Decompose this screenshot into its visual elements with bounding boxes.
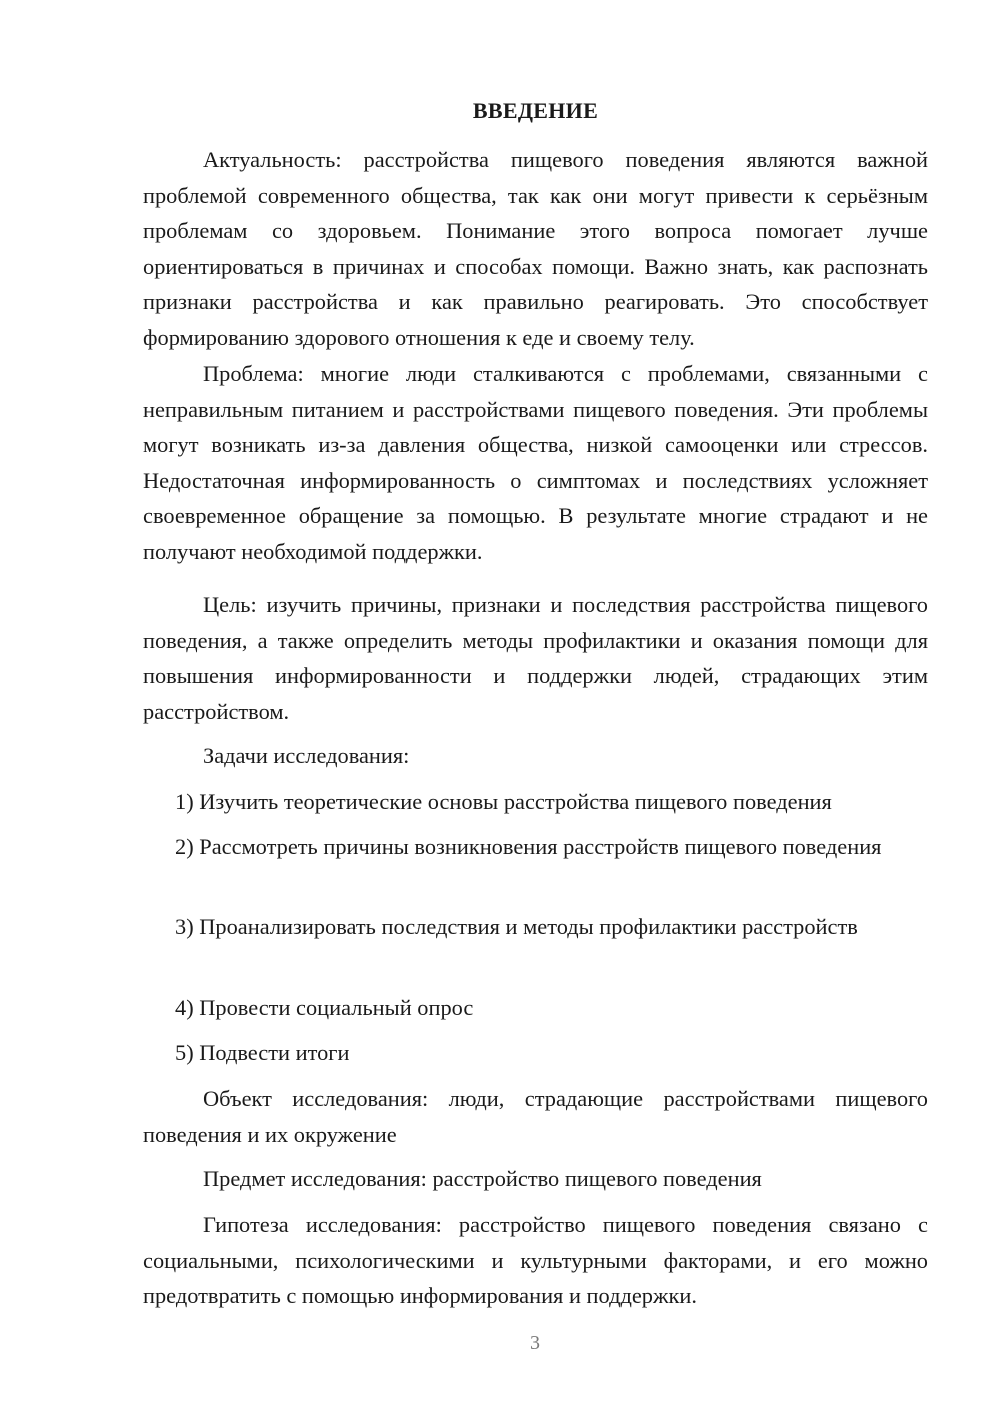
- page-number: 3: [530, 1332, 540, 1354]
- object-paragraph: Объект исследования: люди, страдающие расстройствами пищевого поведения и их окружение: [143, 1086, 928, 1147]
- problem-paragraph: Проблема: многие люди сталкиваются с проблемами, связанными с неправильным питанием и расстройствами пищевого поведения. Эти проблемы могут возникать из-за давления общества, низкой самооценки или стрессов. Недостаточная информированность о симптомах и последствиях усложняет своевременное обращение за помощью. В результате многие страдают и не получают необходимой поддержки.: [143, 361, 928, 564]
- task-item: 5) Подвести итоги: [175, 1040, 350, 1065]
- section-title: ВВЕДЕНИЕ: [472, 98, 599, 123]
- hypothesis-paragraph: Гипотеза исследования: расстройство пищевого поведения связано с социальными, психологическими и культурными факторами, и его можно предотвратить с помощью информирования и поддержки.: [143, 1212, 928, 1308]
- subject-paragraph: Предмет исследования: расстройство пищевого поведения: [203, 1166, 762, 1191]
- relevance-paragraph: Актуальность: расстройства пищевого поведения являются важной проблемой современного общества, так как они могут привести к серьёзным проблемам со здоровьем. Понимание этого вопроса помогает лучше ориентироваться в причинах и способах помощи. Важно знать, как распознать признаки расстройства и как правильно реагировать. Это способствует формированию здорового отношения к еде и своему телу.: [143, 147, 928, 350]
- task-item: 4) Провести социальный опрос: [175, 995, 474, 1020]
- task-item: 2) Рассмотреть причины возникновения расстройств пищевого поведения: [175, 834, 882, 859]
- goal-paragraph: Цель: изучить причины, признаки и последствия расстройства пищевого поведения, а также определить методы профилактики и оказания помощи для повышения информированности и поддержки людей, страдающих этим расстройством.: [143, 592, 928, 724]
- task-item: 3) Проанализировать последствия и методы профилактики расстройств: [175, 914, 858, 939]
- task-item: 1) Изучить теоретические основы расстройства пищевого поведения: [175, 789, 832, 814]
- tasks-heading: Задачи исследования:: [203, 743, 410, 768]
